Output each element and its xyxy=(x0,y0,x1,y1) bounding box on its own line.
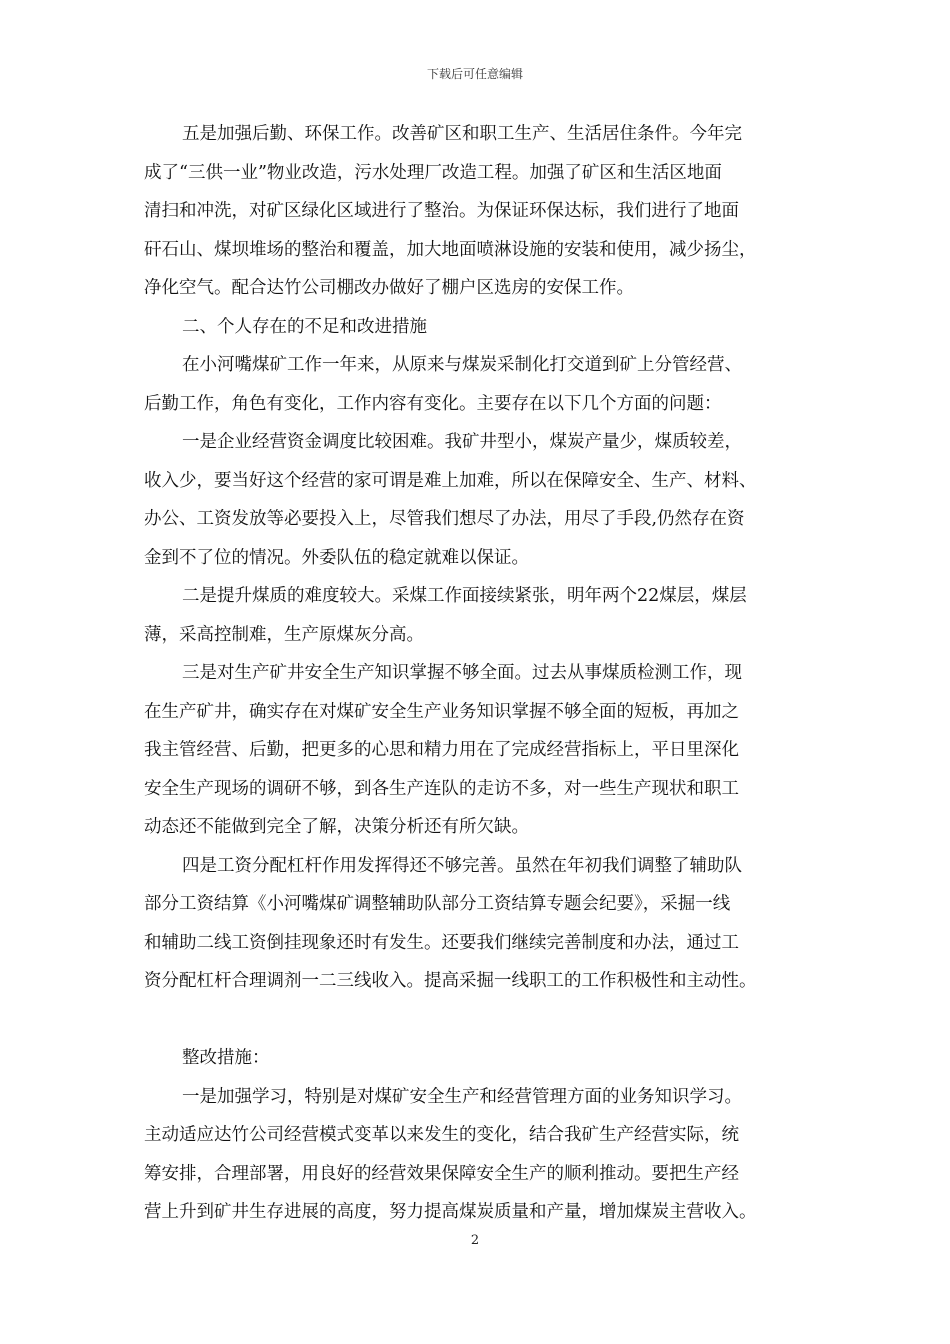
paragraph-line: 净化空气。配合达竹公司棚改办做好了棚户区选房的安保工作。 xyxy=(144,278,634,298)
paragraph-line: 矸石山、煤坝堆场的整治和覆盖，加大地面喷淋设施的安装和使用，减少扬尘， xyxy=(144,239,757,260)
paragraph-line: 三是对生产矿井安全生产知识掌握不够全面。过去从事煤质检测工作，现 xyxy=(182,663,742,683)
section-heading: 二、个人存在的不足和改进措施 xyxy=(182,316,427,337)
paragraph-line: 部分工资结算《小河嘴煤矿调整辅助队部分工资结算专题会纪要》，采掘一线 xyxy=(144,894,731,914)
paragraph-line: 办公、工资发放等必要投入上，尽管我们想尽了办法，用尽了手段,仍然存在资 xyxy=(144,509,745,529)
paragraph-line: 营上升到矿井生存进展的高度，努力提高煤炭质量和产量，增加煤炭主营收入。 xyxy=(144,1202,757,1222)
paragraph-line: 资分配杠杆合理调剂一二三线收入。提高采掘一线职工的工作积极性和主动性。 xyxy=(144,971,757,991)
paragraph-line: 二是提升煤质的难度较大。采煤工作面接续紧张，明年两个22煤层，煤层 xyxy=(182,586,747,606)
paragraph-line: 后勤工作，角色有变化，工作内容有变化。主要存在以下几个方面的问题： xyxy=(144,393,722,414)
paragraph-line: 成了“三供一业”物业改造，污水处理厂改造工程。加强了矿区和生活区地面 xyxy=(144,162,722,183)
page-number: 2 xyxy=(470,1233,480,1248)
section-heading: 整改措施： xyxy=(182,1048,270,1068)
paragraph-spacer xyxy=(144,1001,826,1040)
paragraph-line: 薄，采高控制难，生产原煤灰分高。 xyxy=(144,624,424,645)
paragraph-line: 清扫和冲洗，对矿区绿化区域进行了整治。为保证环保达标，我们进行了地面 xyxy=(144,201,739,221)
paragraph-line: 一是企业经营资金调度比较困难。我矿井型小，煤炭产量少，煤质较差， xyxy=(182,432,742,452)
paragraph-line: 筹安排，合理部署，用良好的经营效果保障安全生产的顺利推动。要把生产经 xyxy=(144,1163,739,1184)
paragraph-line: 五是加强后勤、环保工作。改善矿区和职工生产、生活居住条件。今年完 xyxy=(182,124,742,144)
document-body xyxy=(144,115,826,1232)
paragraph-line: 在小河嘴煤矿工作一年来，从原来与煤炭采制化打交道到矿上分管经营、 xyxy=(182,355,742,375)
paragraph-line: 一是加强学习，特别是对煤矿安全生产和经营管理方面的业务知识学习。 xyxy=(182,1086,742,1107)
paragraph-line: 我主管经营、后勤，把更多的心思和精力用在了完成经营指标上，平日里深化 xyxy=(144,740,739,760)
paragraph-line: 安全生产现场的调研不够，到各生产连队的走访不多，对一些生产现状和职工 xyxy=(144,778,739,799)
page-header: 下载后可任意编辑 xyxy=(426,67,523,81)
paragraph-line: 四是工资分配杠杆作用发挥得还不够完善。虽然在年初我们调整了辅助队 xyxy=(182,855,742,876)
paragraph-line: 金到不了位的情况。外委队伍的稳定就难以保证。 xyxy=(144,547,529,568)
paragraph-line: 在生产矿井，确实存在对煤矿安全生产业务知识掌握不够全面的短板，再加之 xyxy=(144,701,739,722)
paragraph-line: 主动适应达竹公司经营模式变革以来发生的变化，结合我矿生产经营实际，统 xyxy=(144,1125,739,1145)
paragraph-line: 和辅助二线工资倒挂现象还时有发生。还要我们继续完善制度和办法，通过工 xyxy=(144,932,739,953)
paragraph-line: 收入少，要当好这个经营的家可谓是难上加难，所以在保障安全、生产、材料、 xyxy=(144,470,757,491)
paragraph-line: 动态还不能做到完全了解，决策分析还有所欠缺。 xyxy=(144,817,529,837)
